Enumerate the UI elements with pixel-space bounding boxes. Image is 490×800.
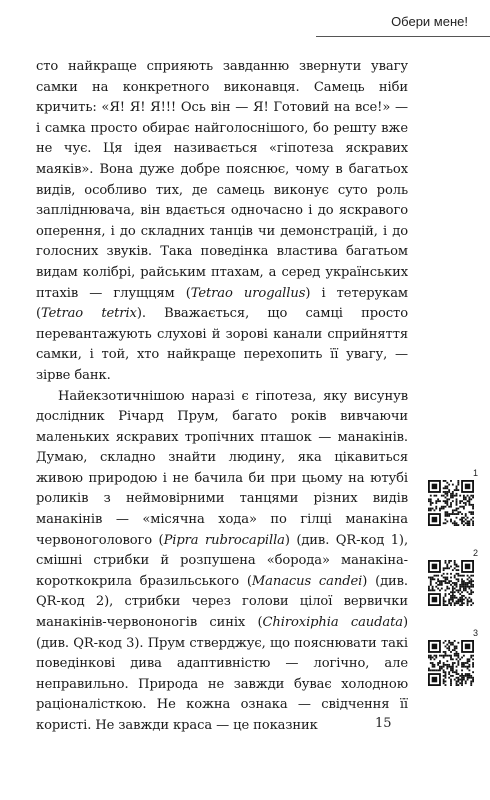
qr-number-3: 3 (472, 628, 478, 638)
latin-species-name: Chiroxiphia caudata (262, 615, 403, 631)
latin-species-name: Manacus candei (251, 573, 363, 589)
text-run: Найекзотичнішою наразі є гіпотеза, яку висунув дослідник Річард Прум, багато років вивчаючи маленьких яскравих тропічних пташок — манакінів. Думаю, складно знайти людину, яка цікавиться живою природою і не бачила би при цьому на ютубі роликів з неймовірними танцями різних видів манакінів — «місячна хода» по гілці манакіна червоноголового ( (36, 388, 408, 548)
qr-code-2[interactable] (428, 548, 478, 606)
text-run: ) (див. QR-код 3). Прум стверджує, що пояснювати такі поведінкові дива адаптивністю — логічно, але неправильно. Природа не завжди буває холодною раціоналісткою. Не кожна ознака — свідчення її користі. Не завжди краса — це показник (36, 615, 408, 733)
running-header: Обери мене! (391, 14, 468, 29)
text-run: ) (див. QR-код 2), стрибки через голови цілої вервички манакінів-червононогів синіх ( (36, 573, 408, 631)
text-run: сто найкраще сприяють завданню звернути увагу самки на конкретного виконавця. Самець ніби кричить: «Я! Я! Я!!! Ось він — Я! Готовий на все!» — і самка просто обирає найголоснішого, бо решту вже не чує. Ця ідея називається «гіпотеза яскравих маяків». Вона дуже добре пояснює, чому в багатьох видів, особливо тих, де самець виконує суто роль запліднювача, він вдається одночасно і до яскравого оперення, і до складних танців чи демонстрацій, і до голосних звуків. Така поведінка властива багатьом видам колібрі, райським птахам, а серед українських птахів — глущцям ( (36, 59, 408, 301)
paragraph (36, 387, 408, 737)
page-number: 15 (375, 716, 392, 731)
latin-species-name: Tetrao tetrix (41, 306, 137, 322)
qr-code-image (428, 640, 474, 686)
text-run: ) і тетерукам ( (36, 285, 408, 322)
header-rule (316, 36, 490, 37)
qr-code-3[interactable] (428, 628, 478, 686)
paragraph (36, 57, 408, 387)
qr-number-2: 2 (472, 548, 478, 558)
qr-number-1: 1 (472, 468, 478, 478)
qr-code-image (428, 480, 474, 526)
qr-code-1[interactable] (428, 468, 478, 526)
latin-species-name: Tetrao urogallus (190, 285, 306, 301)
text-run: ) (див. QR-код 1), смішні стрибки й розпушена «борода» манакіна-короткокрила бразильського ( (36, 532, 409, 589)
body-text (36, 57, 408, 737)
text-run: ). Вважається, що самці просто перевантажують слухові й зорові канали сприйняття самки, і той, хто найкраще перехопить її увагу, — зірве банк. (36, 306, 408, 383)
latin-species-name: Pipra rubrocapilla (163, 532, 285, 548)
qr-code-image (428, 560, 474, 606)
